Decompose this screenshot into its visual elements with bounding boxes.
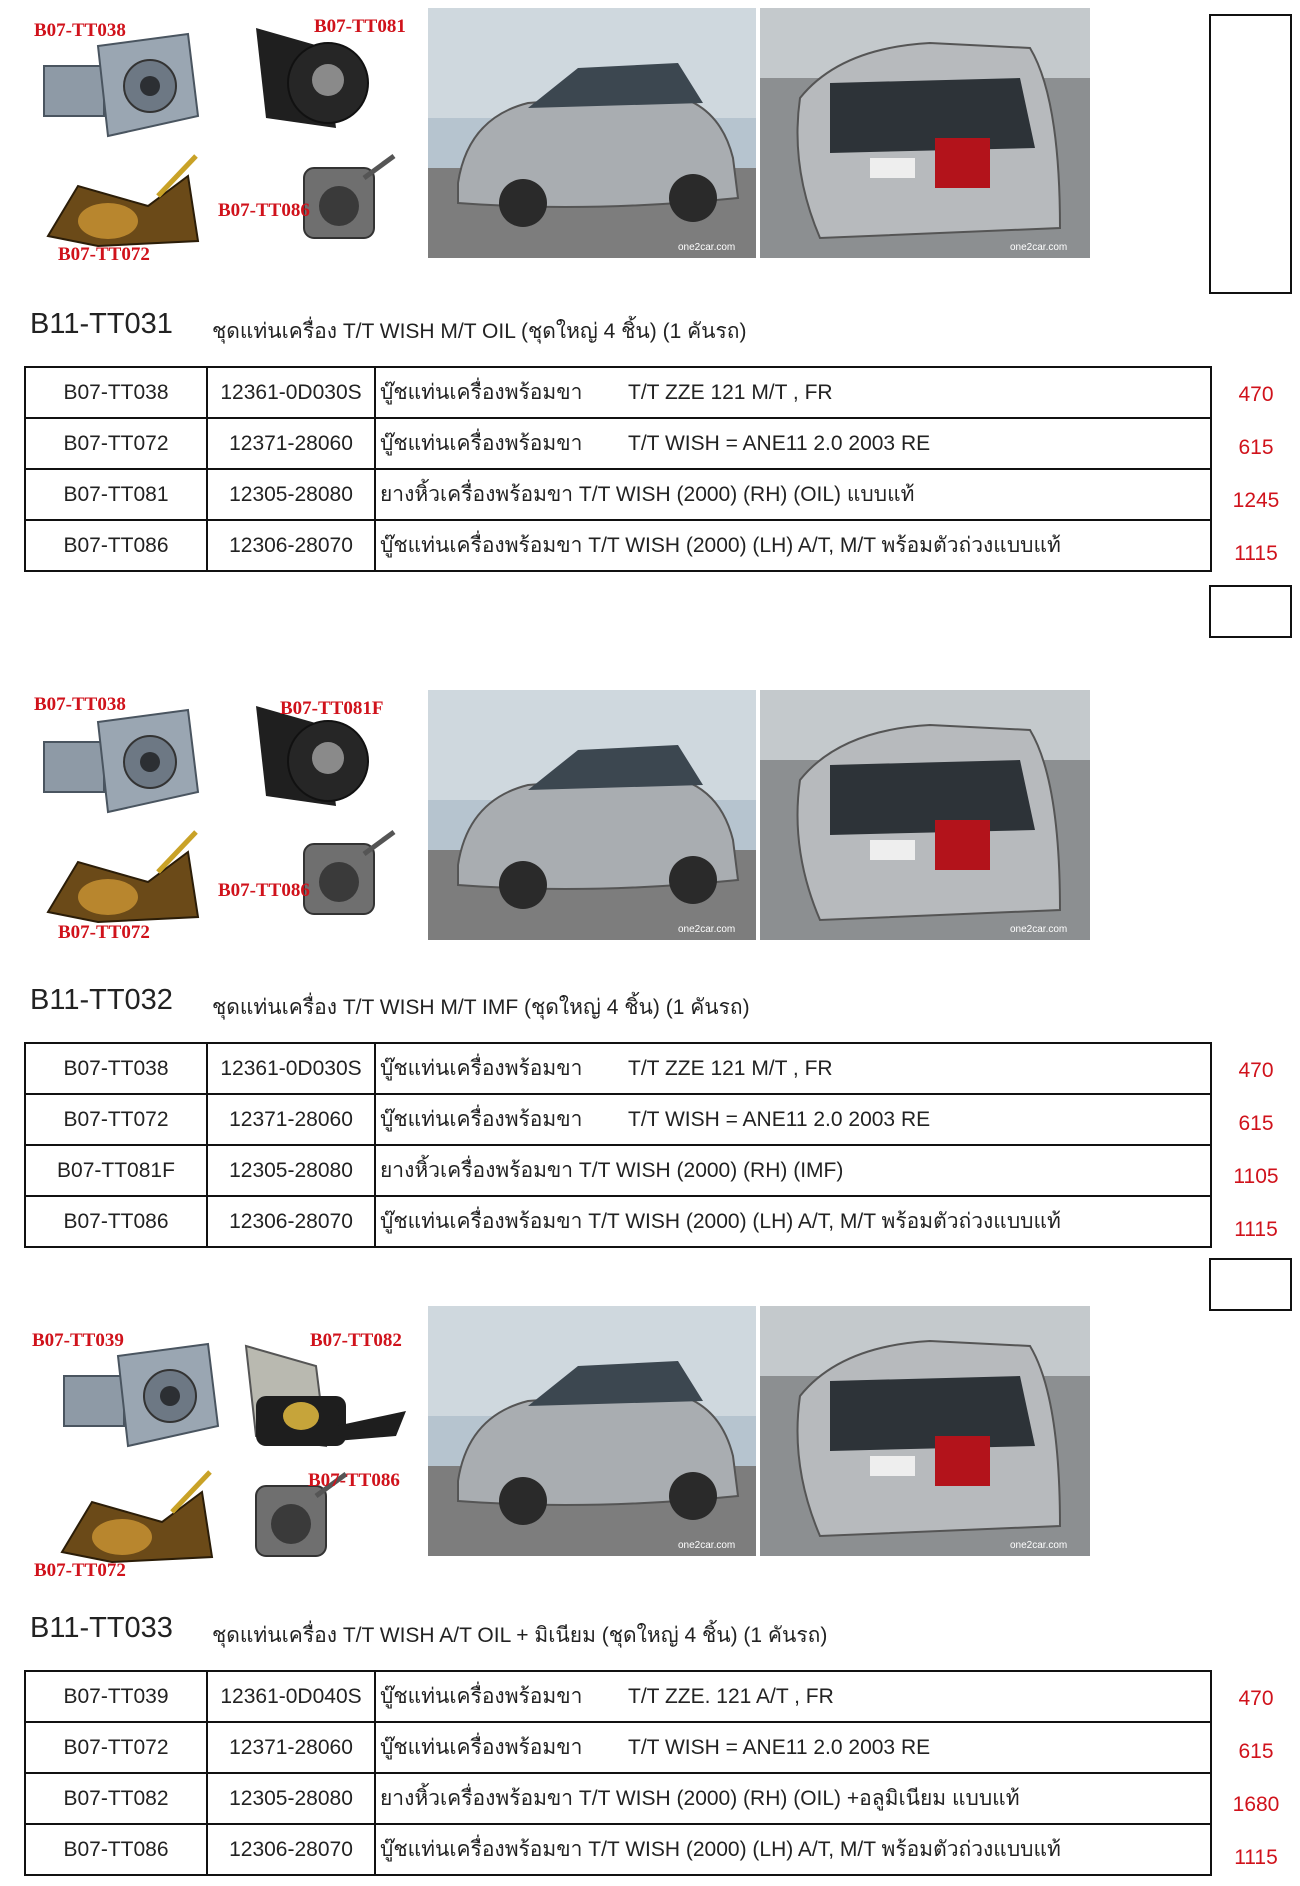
description-model: T/T ZZE. 121 A/T , FR bbox=[628, 1685, 834, 1708]
price: 1245 bbox=[1232, 489, 1280, 512]
table-row bbox=[25, 1145, 1211, 1196]
description-main: บู๊ชแท่นเครื่องพร้อมขา bbox=[380, 432, 583, 455]
part-code: B07-TT081F bbox=[25, 1145, 207, 1196]
description-main: บู๊ชแท่นเครื่องพร้อมขา bbox=[380, 1736, 583, 1759]
part-description bbox=[375, 1043, 1211, 1094]
oem-number: 12306-28070 bbox=[207, 520, 375, 571]
part-label: B07-TT082 bbox=[310, 1330, 402, 1351]
car-front-photo bbox=[428, 690, 756, 940]
set-code: B11-TT033 bbox=[30, 1612, 173, 1644]
description-model: T/T WISH = ANE11 2.0 2003 RE bbox=[628, 432, 931, 455]
price: 470 bbox=[1238, 1059, 1274, 1082]
price: 1115 bbox=[1234, 1218, 1278, 1241]
oem-number: 12305-28080 bbox=[207, 1145, 375, 1196]
part-description bbox=[375, 520, 1211, 571]
oem-number: 12306-28070 bbox=[207, 1824, 375, 1875]
side-box bbox=[1209, 14, 1292, 294]
part-description bbox=[375, 1145, 1211, 1196]
rh-mount-aluminium-image bbox=[216, 1336, 416, 1456]
part-code: B07-TT039 bbox=[25, 1671, 207, 1722]
oem-number: 12361-0D040S bbox=[207, 1671, 375, 1722]
parts-illustration bbox=[28, 1314, 418, 1581]
part-description bbox=[375, 367, 1211, 418]
set-code: B11-TT032 bbox=[30, 984, 173, 1016]
description-main: บู๊ชแท่นเครื่องพร้อมขา T/T WISH (2000) (LH) A/T, M/T พร้อมตัวถ่วงแบบแท้ bbox=[380, 1210, 1061, 1233]
part-code: B07-TT082 bbox=[25, 1773, 207, 1824]
part-description bbox=[375, 1773, 1211, 1824]
part-description bbox=[375, 1196, 1211, 1247]
description-main: บู๊ชแท่นเครื่องพร้อมขา T/T WISH (2000) (LH) A/T, M/T พร้อมตัวถ่วงแบบแท้ bbox=[380, 1838, 1061, 1861]
oem-number: 12371-28060 bbox=[207, 1094, 375, 1145]
part-code: B07-TT072 bbox=[25, 418, 207, 469]
table-row bbox=[25, 469, 1211, 520]
car-rear-photo bbox=[760, 690, 1090, 940]
front-mount-image bbox=[58, 1336, 228, 1456]
part-code: B07-TT072 bbox=[25, 1722, 207, 1773]
photo-watermark: one2car.com bbox=[678, 1540, 736, 1551]
price: 470 bbox=[1238, 1687, 1274, 1710]
part-label: B07-TT072 bbox=[58, 244, 150, 265]
table-row bbox=[25, 1824, 1211, 1875]
part-description bbox=[375, 1094, 1211, 1145]
part-description bbox=[375, 418, 1211, 469]
car-rear-photo bbox=[760, 1306, 1090, 1556]
price: 1680 bbox=[1232, 1793, 1280, 1816]
price: 1105 bbox=[1233, 1165, 1279, 1188]
description-main: บู๊ชแท่นเครื่องพร้อมขา bbox=[380, 1108, 583, 1131]
side-box bbox=[1209, 1258, 1292, 1311]
parts-illustration bbox=[28, 8, 418, 268]
parts-table bbox=[24, 366, 1212, 572]
parts-illustration bbox=[28, 684, 418, 944]
part-code: B07-TT086 bbox=[25, 1824, 207, 1875]
photo-watermark: one2car.com bbox=[678, 924, 736, 935]
car-rear-photo bbox=[760, 8, 1090, 258]
price: 615 bbox=[1238, 436, 1274, 459]
parts-table bbox=[24, 1670, 1212, 1876]
part-code: B07-TT086 bbox=[25, 1196, 207, 1247]
set-description: ชุดแท่นเครื่อง T/T WISH M/T IMF (ชุดใหญ่ 4 ชิ้น) (1 คันรถ) bbox=[212, 996, 750, 1019]
oem-number: 12306-28070 bbox=[207, 1196, 375, 1247]
car-front-photo bbox=[428, 8, 756, 258]
part-label: B07-TT039 bbox=[32, 1330, 124, 1351]
oem-number: 12361-0D030S bbox=[207, 367, 375, 418]
price: 615 bbox=[1238, 1740, 1274, 1763]
table-row bbox=[25, 1196, 1211, 1247]
part-description bbox=[375, 1671, 1211, 1722]
rear-mount-image bbox=[52, 1462, 222, 1572]
description-main: ยางหิ้วเครื่องพร้อมขา T/T WISH (2000) (RH) (IMF) bbox=[380, 1159, 844, 1182]
description-model: T/T ZZE 121 M/T , FR bbox=[628, 381, 833, 404]
description-main: บู๊ชแท่นเครื่องพร้อมขา T/T WISH (2000) (LH) A/T, M/T พร้อมตัวถ่วงแบบแท้ bbox=[380, 534, 1061, 557]
part-label: B07-TT081F bbox=[280, 698, 384, 719]
description-main: บู๊ชแท่นเครื่องพร้อมขา bbox=[380, 1057, 583, 1080]
description-main: ยางหิ้วเครื่องพร้อมขา T/T WISH (2000) (RH) (OIL) +อลูมิเนียม แบบแท้ bbox=[380, 1787, 1020, 1810]
price: 615 bbox=[1238, 1112, 1274, 1135]
price: 1115 bbox=[1234, 1846, 1278, 1869]
description-main: บู๊ชแท่นเครื่องพร้อมขา bbox=[380, 381, 583, 404]
part-label: B07-TT081 bbox=[314, 16, 406, 37]
description-main: ยางหิ้วเครื่องพร้อมขา T/T WISH (2000) (RH) (OIL) แบบแท้ bbox=[380, 483, 915, 506]
part-label: B07-TT086 bbox=[218, 200, 310, 221]
price: 1115 bbox=[1234, 542, 1278, 565]
set-code: B11-TT031 bbox=[30, 308, 173, 340]
table-row bbox=[25, 367, 1211, 418]
front-mount-image bbox=[38, 702, 208, 822]
part-code: B07-TT086 bbox=[25, 520, 207, 571]
table-row bbox=[25, 418, 1211, 469]
oem-number: 12361-0D030S bbox=[207, 1043, 375, 1094]
price: 470 bbox=[1238, 383, 1274, 406]
description-model: T/T WISH = ANE11 2.0 2003 RE bbox=[628, 1108, 931, 1131]
photo-watermark: one2car.com bbox=[678, 242, 736, 253]
description-model: T/T ZZE 121 M/T , FR bbox=[628, 1057, 833, 1080]
part-description bbox=[375, 1722, 1211, 1773]
photo-watermark: one2car.com bbox=[1010, 1540, 1068, 1551]
part-label: B07-TT072 bbox=[34, 1560, 126, 1581]
side-box bbox=[1209, 585, 1292, 638]
table-row bbox=[25, 520, 1211, 571]
part-description bbox=[375, 469, 1211, 520]
table-row bbox=[25, 1671, 1211, 1722]
description-model: T/T WISH = ANE11 2.0 2003 RE bbox=[628, 1736, 931, 1759]
set-description: ชุดแท่นเครื่อง T/T WISH M/T OIL (ชุดใหญ่ 4 ชิ้น) (1 คันรถ) bbox=[212, 320, 747, 343]
part-code: B07-TT081 bbox=[25, 469, 207, 520]
oem-number: 12371-28060 bbox=[207, 418, 375, 469]
car-front-photo bbox=[428, 1306, 756, 1556]
rear-mount-image bbox=[38, 822, 208, 932]
photo-watermark: one2car.com bbox=[1010, 242, 1068, 253]
table-row bbox=[25, 1043, 1211, 1094]
description-main: บู๊ชแท่นเครื่องพร้อมขา bbox=[380, 1685, 583, 1708]
part-label: B07-TT072 bbox=[58, 922, 150, 943]
rear-mount-image bbox=[38, 146, 208, 256]
parts-table bbox=[24, 1042, 1212, 1248]
oem-number: 12371-28060 bbox=[207, 1722, 375, 1773]
table-row bbox=[25, 1722, 1211, 1773]
part-label: B07-TT038 bbox=[34, 20, 126, 41]
oem-number: 12305-28080 bbox=[207, 1773, 375, 1824]
part-code: B07-TT038 bbox=[25, 367, 207, 418]
part-description bbox=[375, 1824, 1211, 1875]
table-row bbox=[25, 1094, 1211, 1145]
table-row bbox=[25, 1773, 1211, 1824]
photo-watermark: one2car.com bbox=[1010, 924, 1068, 935]
part-label: B07-TT086 bbox=[308, 1470, 400, 1491]
part-label: B07-TT038 bbox=[34, 694, 126, 715]
oem-number: 12305-28080 bbox=[207, 469, 375, 520]
front-mount-image bbox=[38, 26, 208, 146]
part-label: B07-TT086 bbox=[218, 880, 310, 901]
part-code: B07-TT038 bbox=[25, 1043, 207, 1094]
set-description: ชุดแท่นเครื่อง T/T WISH A/T OIL + มิเนียม (ชุดใหญ่ 4 ชิ้น) (1 คันรถ) bbox=[212, 1624, 828, 1647]
part-code: B07-TT072 bbox=[25, 1094, 207, 1145]
